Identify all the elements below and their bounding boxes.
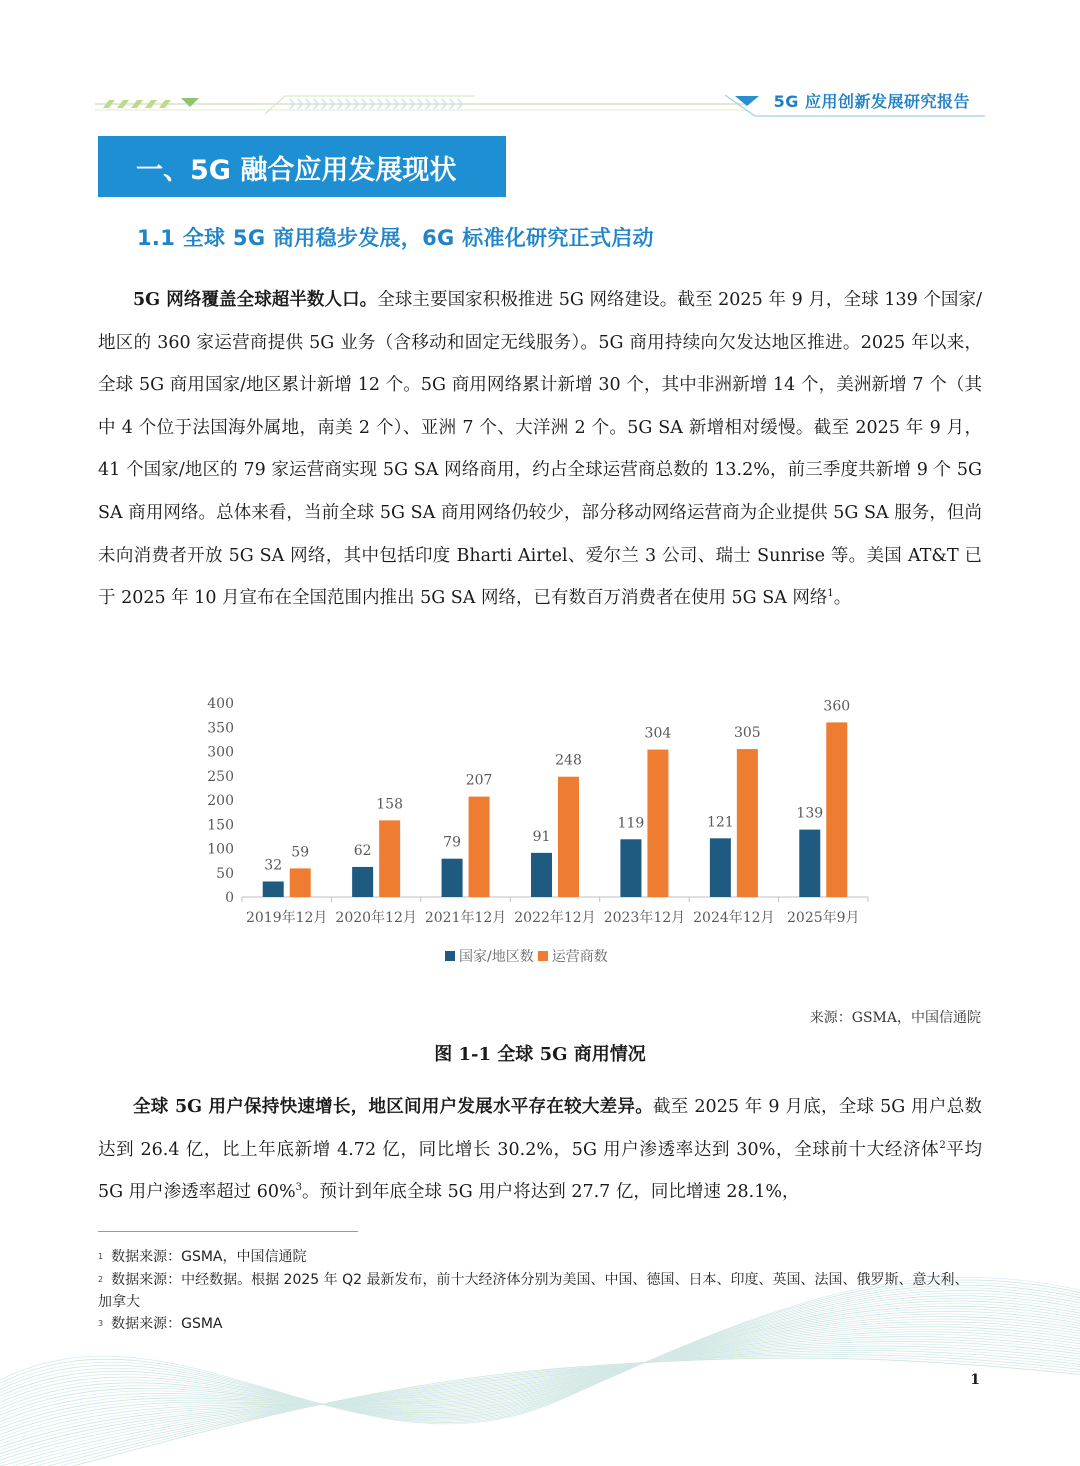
data-label: 91 [532,828,551,845]
x-tick-label: 2020年12月 [335,910,417,926]
wave-line [0,1353,1080,1466]
bar-operators [290,868,311,897]
x-tick-label: 2022年12月 [514,910,596,926]
y-tick-label: 300 [207,744,234,761]
y-tick-label: 150 [207,817,234,834]
bar-countries [442,859,463,897]
y-tick-label: 0 [225,890,234,906]
footnote-rule [98,1231,358,1232]
footnote-number: 1 [98,1252,104,1261]
bar-countries [620,839,641,897]
bar-operators [826,722,847,897]
wave-line [0,1356,1080,1466]
body-paragraph-1 [98,279,982,620]
y-tick-label: 100 [207,841,234,858]
y-tick-label: 350 [207,720,234,737]
footnote-text: 数据来源：GSMA [111,1316,223,1332]
footnote-text: 数据来源：GSMA，中国信通院 [111,1249,307,1265]
bar-countries [531,853,552,897]
footnote-number: 2 [98,1275,104,1284]
chart-legend [445,946,608,966]
figure-source: 来源：GSMA，中国信通院 [809,1010,981,1026]
legend-swatch-countries [445,951,455,961]
wave-line [0,1358,1080,1466]
paragraph-lead: 5G 网络覆盖全球超半数人口。 [133,290,378,310]
y-tick-label: 400 [207,696,234,712]
data-label: 62 [353,842,372,859]
paragraph-text: 截至 2025 年 9 月底，全球 5G 用户总数达到 26.4 亿，比上年底新增 4.72 亿，同比增长 30.2%，5G 用户渗透率达到 30%，全球前十大经济体 [98,1097,982,1160]
paragraph-text: 。预计到年底全球 5G 用户将达到 27.7 亿，同比增速 28.1%， [302,1182,800,1203]
bar-operators [558,777,579,897]
subsection-title: 1.1 全球 5G 商用稳步发展，6G 标准化研究正式启动 [137,226,654,250]
data-label: 248 [555,752,582,769]
data-label: 158 [376,796,404,813]
footnote-2 [98,1269,982,1313]
footnote-text: 数据来源：中经数据。根据 2025 年 Q2 最新发布，前十大经济体分别为美国、中国、德国、日本、印度、英国、法国、俄罗斯、意大利、加拿大 [98,1272,969,1310]
footnote-ref: 1 [827,588,834,600]
data-label: 305 [733,725,761,742]
footnote-ref: 2 [939,1139,946,1151]
y-tick-label: 250 [207,768,234,785]
body-paragraph-2 [98,1086,982,1214]
data-label: 304 [644,725,672,742]
legend-swatch-operators [538,951,548,961]
data-label: 139 [796,805,824,822]
y-tick-label: 200 [207,793,234,809]
paragraph-text: 全球主要国家积极推进 5G 网络建设。截至 2025 年 9 月，全球 139 个国家/地区的 360 家运营商提供 5G 业务（含移动和固定无线服务）。5G 商用持续向欠发达地区推进。2025 年以来，全球 5G 商用国家/地区累计新增 12 个。5G 商用网络累计新增 30 个，其中非洲新增 14 个，美洲新增 7 个（其中 4 个位于法国海外属地，南美 2 个）、亚洲 7 个、大洋洲 2 个。5G SA 新增相对缓慢。截至 2025 年 9 月，41 个国家/地区的 79 家运营商实现 5G SA 网络商用，约占全球运营商总数的 13.2%，前三季度共新增 9 个 5G SA 商用网络。总体来看，当前全球 5G SA 商用网络仍较少，部分移动网络运营商为企业提供 5G SA 服务，但尚未向消费者开放 5G SA 网络，其中包括印度 Bharti Airtel、爱尔兰 3 公司、瑞士 Sunrise 等。美国 AT&T 已于 2025 年 10 月宣布在全国范围内推出 5G SA 网络，已有数百万消费者在使用 5G SA 网络 [98,290,982,609]
data-label: 59 [291,844,310,861]
bar-countries [799,830,820,897]
data-label: 360 [823,698,851,715]
bar-operators [737,749,758,897]
wave-line [0,1319,1080,1431]
data-label: 32 [264,857,283,874]
legend-label-countries: 国家/地区数 [459,949,534,965]
bar-operators [469,797,490,897]
footnote-ref: 3 [295,1182,303,1194]
paragraph-lead: 全球 5G 用户保持快速增长，地区间用户发展水平存在较大差异。 [133,1097,654,1117]
x-tick-label: 2021年12月 [424,910,507,926]
footnote-number: 3 [98,1319,104,1328]
bar-operators [647,750,668,897]
bar-countries [710,838,731,897]
figure-caption: 图 1-1 全球 5G 商用情况 [434,1044,646,1065]
x-tick-label: 2019年12月 [245,910,328,926]
data-label: 79 [443,834,461,851]
footnote-1 [98,1246,982,1268]
bar-operators [379,820,400,897]
running-header-title: 5G 应用创新发展研究报告 [773,92,970,111]
paragraph-end: 。 [833,588,852,609]
bar-countries [352,867,373,897]
bar-countries [263,881,284,897]
footnote-3 [98,1313,982,1335]
x-tick-label: 2025年9月 [787,910,860,926]
x-tick-label: 2023年12月 [603,910,686,926]
x-tick-label: 2024年12月 [693,910,775,926]
section-title: 一、5G 融合应用发展现状 [136,155,457,186]
legend-label-operators: 运营商数 [551,949,608,965]
data-label: 119 [617,815,645,832]
paragraph-text: 平均 5G 用户渗透率超过 60% [98,1139,982,1203]
page-number: 1 [970,1372,980,1388]
data-label: 207 [465,772,493,789]
data-label: 121 [706,814,734,831]
bar-chart [190,688,890,970]
y-tick-label: 50 [216,865,234,882]
